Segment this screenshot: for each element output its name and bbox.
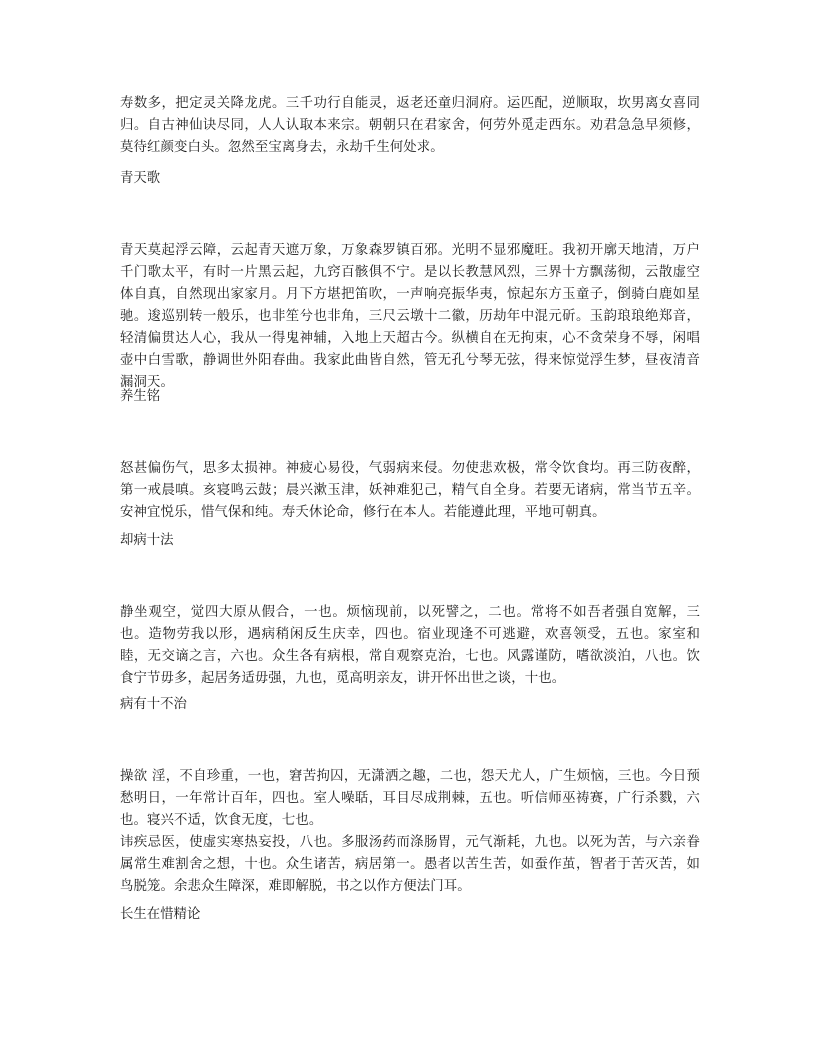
paragraph-bingyoushibuzhi-1: 操欲 淫，不自珍重，一也，窘苦拘囚，无潇洒之趣，二也，怨天尤人，广生烦恼，三也。今日预愁明日，一年常计百年，四也。室人噪聒，耳目尽成荆棘，五也。听信师巫祷赛，广行杀戮，六也。寝兴不适，饮食无度，七也。	[120, 769, 700, 828]
section-heading-bingyoushibuzhi: 病有十不治	[120, 697, 187, 712]
section-heading-qingtiange: 青天歌	[120, 171, 161, 186]
paragraph-yangshengming: 怒甚偏伤气，思多太损神。神疲心易役，气弱病来侵。勿使悲欢极，常令饮食均。再三防夜醉，第一戒晨嗔。亥寝鸣云鼓；晨兴漱玉津，妖神难犯己，精气自全身。若要无诸病，常当节五辛。安神宜悦乐，惜气保和纯。寿夭休论命，修行在本人。若能遵此理，平地可朝真。	[120, 461, 700, 520]
paragraph-quebingshifa: 静坐观空，觉四大原从假合，一也。烦恼现前，以死譬之，二也。常将不如吾者强自宽解，三也。造物劳我以形，遇病稍闲反生庆幸，四也。宿业现逢不可逃避，欢喜领受，五也。家室和睦，无交谪之言，六也。众生各有病根，常自观察克治，七也。风露谨防，嗜欲淡泊，八也。饮食宁节毋多，起居务适毋强，九也，觅高明亲友，讲开怀出世之谈，十也。	[120, 605, 700, 686]
paragraph-intro: 寿数多，把定灵关降龙虎。三千功行自能灵，返老还童归洞府。运匹配，逆顺取，坎男离女喜同归。自古神仙诀尽同，人人认取本来宗。朝朝只在君家舍，何劳外觅走西东。劝君急急早须修，莫待红颜变白头。忽然至宝离身去，永劫千生何处求。	[120, 96, 700, 155]
section-heading-yangshengming: 养生铭	[120, 389, 161, 404]
section-heading-changshengzaixijinglun: 长生在惜精论	[120, 907, 201, 922]
paragraph-qingtiange: 青天莫起浮云障，云起青天遮万象，万象森罗镇百邪。光明不显邪魔旺。我初开廓天地清，万户千门歌太平，有时一片黑云起，九窍百骸俱不宁。是以长教慧风烈，三界十方飘荡彻，云散虚空体自真，自然现出家家月。月下方堪把笛吹，一声响亮振华夷，惊起东方玉童子，倒骑白鹿如星驰。逡巡别转一般乐，也非笙兮也非角，三尺云墩十二徽，历劫年中混元斫。玉韵琅琅绝郑音，轻清偏贯达人心，我从一得鬼神辅，入地上天超古今。纵横自在无拘束，心不贪荣身不辱，闲唱壶中白雪歌，静调世外阳春曲。我家此曲皆自然，管无孔兮琴无弦，得来惊觉浮生梦，昼夜清音漏洞天。	[120, 243, 700, 390]
paragraph-bingyoushibuzhi-2: 讳疾忌医，使虚实寒热妄投，八也。多服汤药而涤肠胃，元气渐耗，九也。以死为苦，与六亲眷属常生难割舍之想，十也。众生诸苦，病居第一。愚者以苦生苦，如蚕作茧，智者于苦灭苦，如鸟脱笼。余悲众生障深，难即解脱，书之以作方便法门耳。	[120, 835, 700, 894]
section-heading-quebingshifa: 却病十法	[120, 533, 174, 548]
